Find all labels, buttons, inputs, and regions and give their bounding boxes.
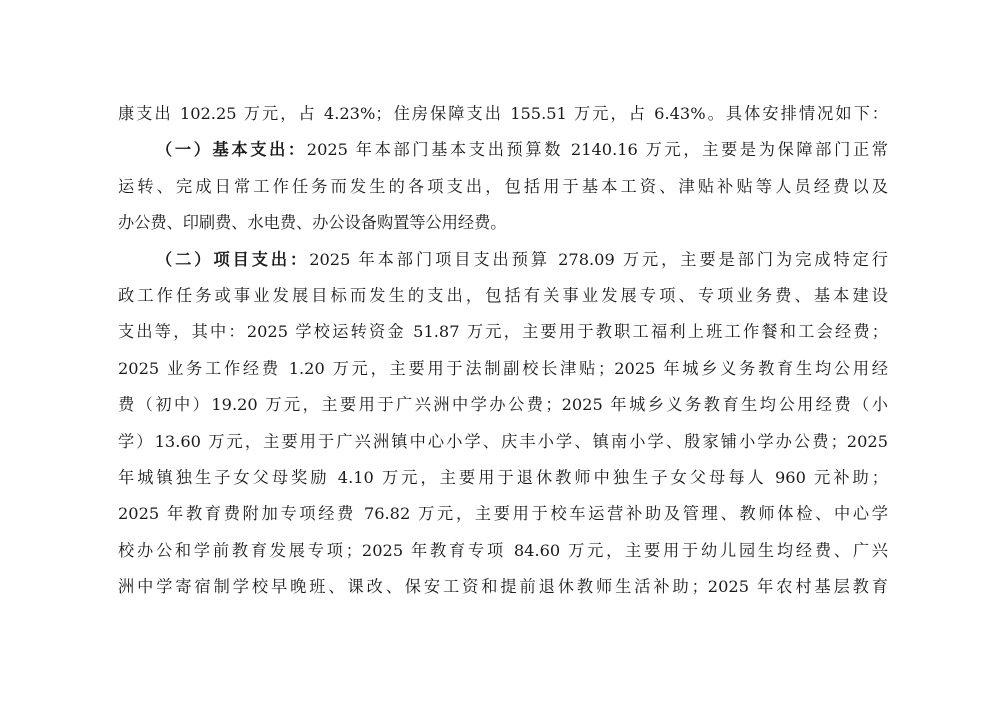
line-text: 2025 年教育费附加专项经费 76.82 万元，主要用于校车运营补助及管理、教师体检、中心学 [118,504,888,524]
paragraph-line [118,169,888,205]
line-text: 办公费、印刷费、水电费、办公设备购置等公用经费。 [118,213,507,233]
paragraph-line [118,278,888,314]
line-text: 学）13.60 万元，主要用于广兴洲镇中心小学、庆丰小学、镇南小学、殷家铺小学办公费；2025 [118,431,888,451]
paragraph-line [118,96,888,132]
section-heading-project-expenditure: （二）项目支出： [156,249,310,269]
line-text: 校办公和学前教育发展专项；2025 年教育专项 84.60 万元，主要用于幼儿园生均经费、广兴 [118,540,888,560]
paragraph-line [118,424,888,460]
line-text: 2025 年本部门基本支出预算数 2140.16 万元，主要是为保障部门正常 [306,140,888,160]
paragraph-line [118,351,888,387]
paragraph-line [118,569,888,605]
paragraph-line [118,205,888,241]
paragraph-line [118,242,888,278]
line-text: 洲中学寄宿制学校早晚班、课改、保安工资和提前退休教师生活补助；2025 年农村基层教育 [118,577,888,597]
document-body [118,96,888,605]
line-text: 年城镇独生子女父母奖励 4.10 万元，主要用于退休教师中独生子女父母每人 960 元补助； [118,467,888,487]
line-text: 政工作任务或事业发展目标而发生的支出，包括有关事业发展专项、专项业务费、基本建设 [118,285,888,305]
paragraph-line [118,132,888,168]
paragraph-line [118,460,888,496]
line-text: 2025 年本部门项目支出预算 278.09 万元，主要是部门为完成特定行 [309,249,888,269]
paragraph-line [118,496,888,532]
line-text: 支出等，其中：2025 学校运转资金 51.87 万元，主要用于教职工福利上班工作餐和工会经费； [118,322,888,342]
line-text: 康支出 102.25 万元，占 4.23%；住房保障支出 155.51 万元，占 6.43%。具体安排情况如下： [118,104,888,123]
paragraph-line [118,533,888,569]
section-heading-basic-expenditure: （一）基本支出： [156,140,307,160]
paragraph-line [118,387,888,423]
line-text: 2025 业务工作经费 1.20 万元，主要用于法制副校长津贴；2025 年城乡义务教育生均公用经 [118,358,888,378]
paragraph-line [118,314,888,350]
line-text: 运转、完成日常工作任务而发生的各项支出，包括用于基本工资、津贴补贴等人员经费以及 [118,176,888,196]
line-text: 费（初中）19.20 万元，主要用于广兴洲中学办公费；2025 年城乡义务教育生均公用经费（小 [118,395,888,415]
